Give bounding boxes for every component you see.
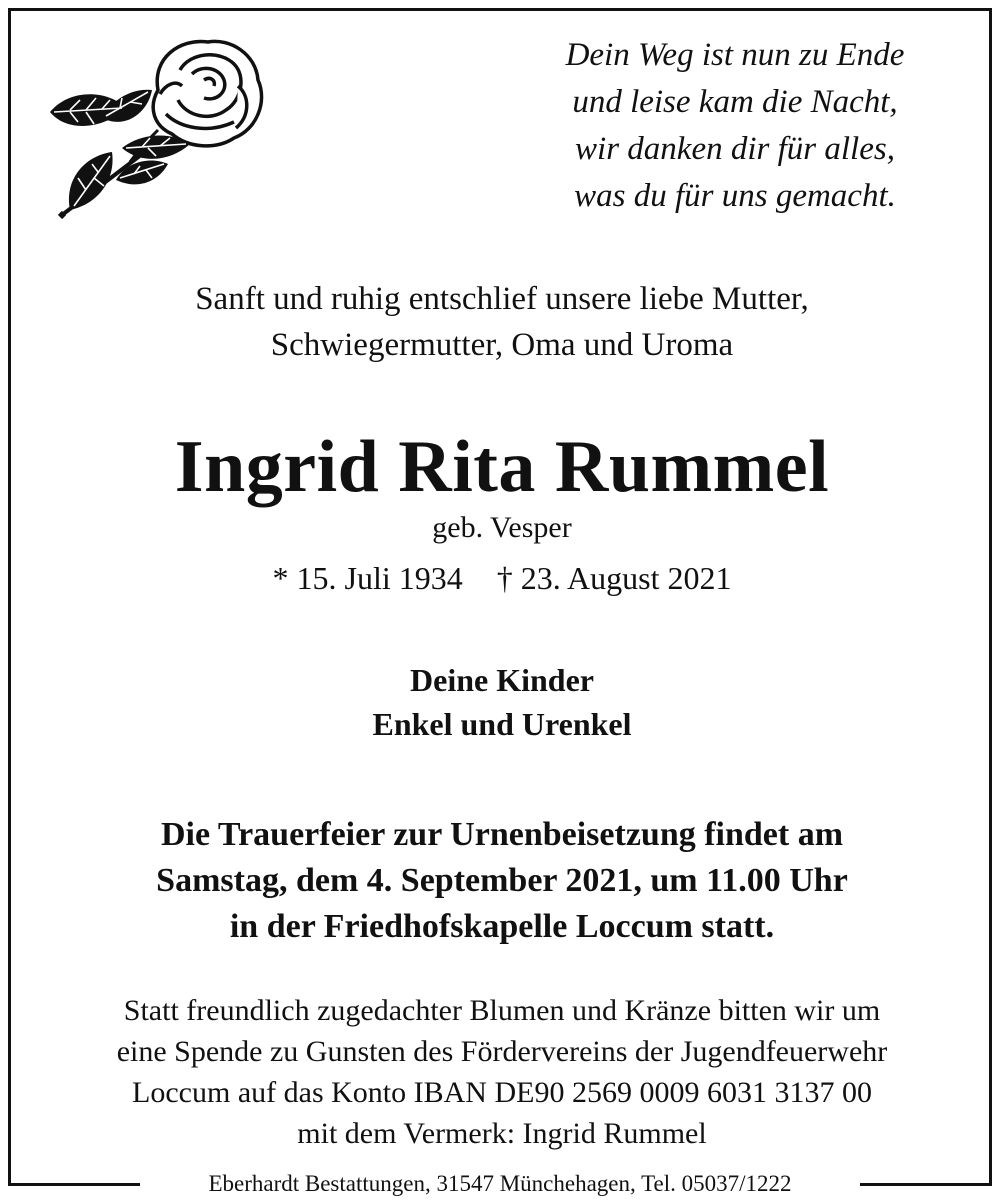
mourners: [0, 658, 1004, 746]
intro-text: [0, 276, 1004, 368]
funeral-home-footer: Eberhardt Bestattungen, 31547 Münchehagen, Tel. 05037/1222: [140, 1170, 860, 1198]
birth-date: * 15. Juli 1934: [272, 560, 463, 596]
poem-verse: [500, 32, 970, 220]
mourner-line: Enkel und Urenkel: [372, 706, 632, 742]
donation-request: [0, 990, 1004, 1154]
ceremony-notice: [0, 812, 1004, 950]
donation-line: Loccum auf das Konto IBAN DE90 2569 0009 6031 3137 00: [132, 1076, 872, 1109]
donation-line: Statt freundlich zugedachter Blumen und Kränze bitten wir um: [123, 994, 881, 1027]
death-date: † 23. August 2021: [496, 560, 732, 596]
deceased-name: Ingrid Rita Rummel: [174, 426, 830, 508]
mourner-line: Deine Kinder: [410, 662, 594, 698]
poem-line: was du für uns gemacht.: [574, 178, 896, 214]
donation-line: eine Spende zu Gunsten des Fördervereins der Jugendfeuerwehr: [116, 1035, 888, 1068]
ceremony-line: Samstag, dem 4. September 2021, um 11.00 Uhr: [156, 862, 848, 899]
poem-line: Dein Weg ist nun zu Ende: [565, 37, 905, 73]
donation-line: mit dem Vermerk: Ingrid Rummel: [297, 1117, 707, 1150]
birth-name: geb. Vesper: [432, 511, 572, 544]
ceremony-line: in der Friedhofskapelle Loccum statt.: [229, 908, 775, 945]
poem-line: und leise kam die Nacht,: [572, 84, 898, 120]
rose-icon: [30, 30, 270, 240]
intro-line: Schwiegermutter, Oma und Uroma: [270, 327, 734, 363]
poem-line: wir danken dir für alles,: [575, 131, 895, 167]
intro-line: Sanft und ruhig entschlief unsere liebe Mutter,: [195, 281, 809, 317]
life-dates: [0, 556, 1004, 600]
ceremony-line: Die Trauerfeier zur Urnenbeisetzung findet am: [160, 816, 844, 853]
